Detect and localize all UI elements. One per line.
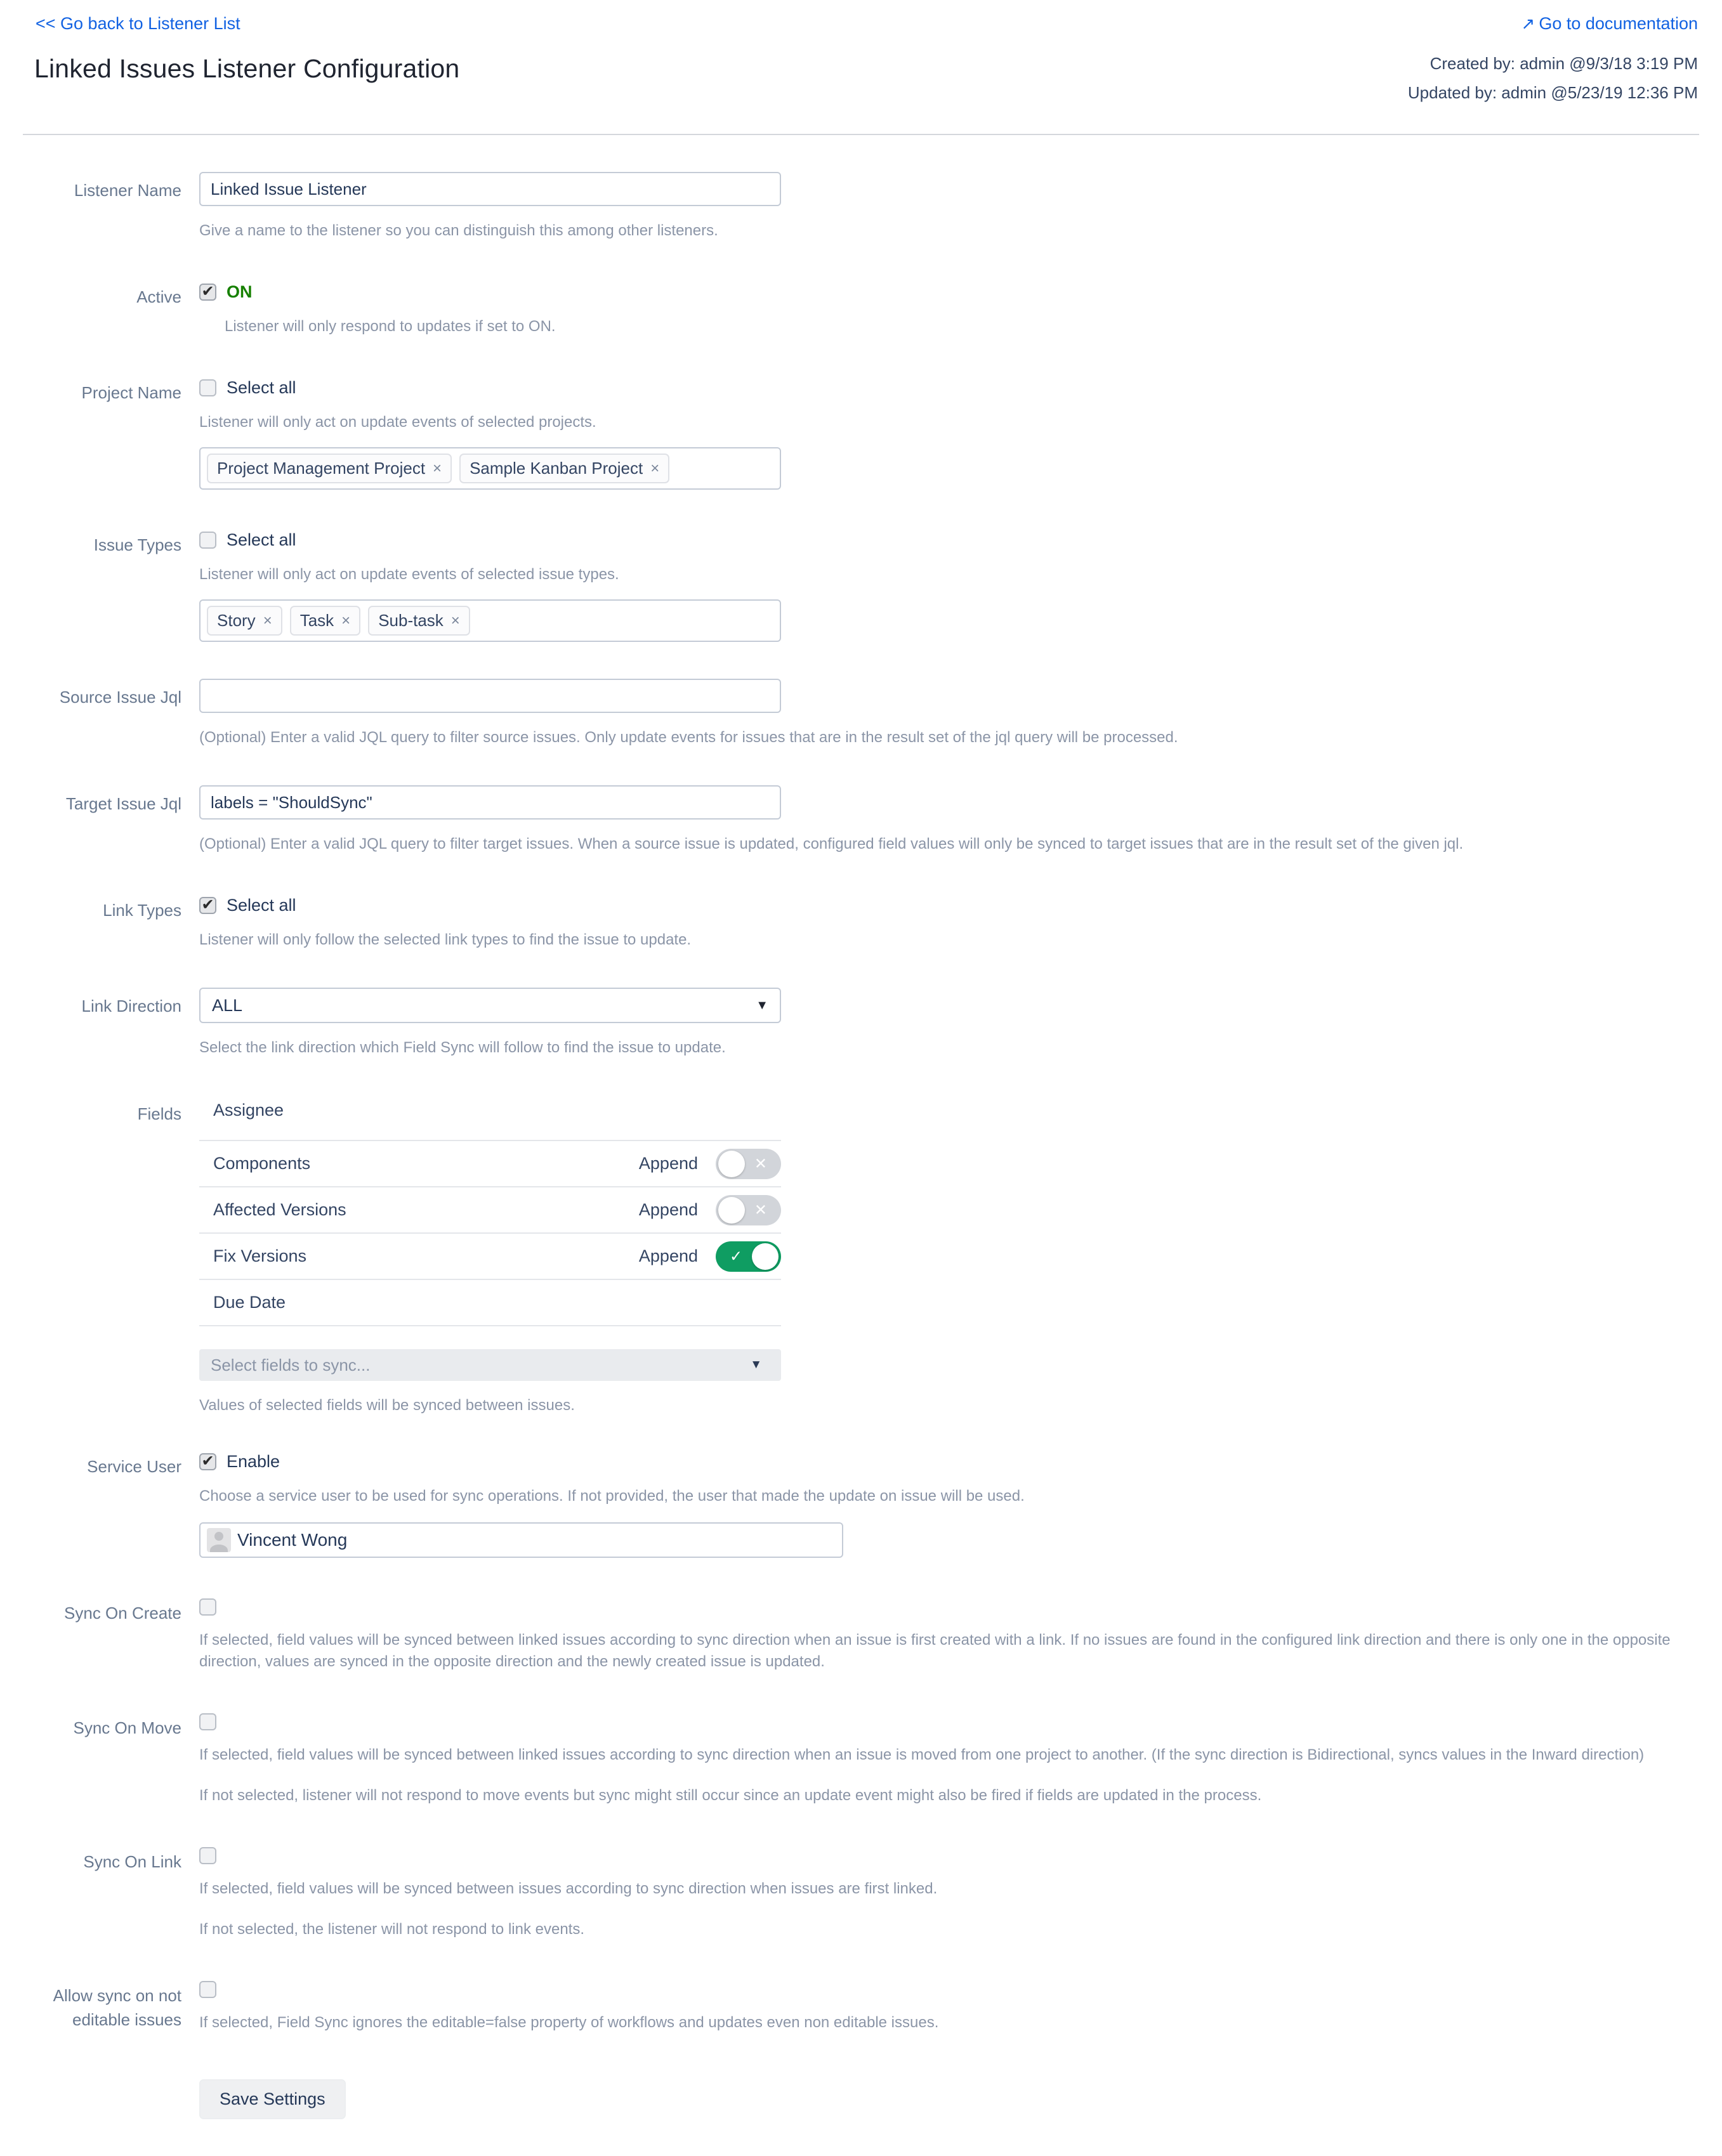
fields-list [199, 1095, 781, 1326]
select-fields-to-sync-dropdown[interactable] [199, 1349, 781, 1381]
check-icon: ✔ [201, 282, 214, 300]
issue-type-tag-label: Task [299, 611, 334, 630]
sync-on-link-label: Sync On Link [83, 1852, 181, 1871]
remove-tag-icon[interactable]: × [341, 611, 351, 629]
toggle-knob [718, 1197, 745, 1224]
sync-on-create-label: Sync On Create [64, 1604, 181, 1623]
source-jql-input[interactable] [199, 679, 781, 713]
service-user-enable-label: Enable [227, 1452, 280, 1471]
project-tag [459, 454, 669, 483]
issue-type-tag-label: Story [217, 611, 256, 630]
issue-types-help: Listener will only act on update events of selected issue types. [199, 566, 619, 583]
affected-versions-append-toggle[interactable] [716, 1195, 781, 1225]
sync-on-link-help-1: If selected, field values will be synced between issues according to sync direction when issues are first linked. [199, 1880, 938, 1897]
target-jql-label: Target Issue Jql [65, 794, 181, 813]
sync-on-create-checkbox[interactable] [199, 1598, 216, 1616]
listener-config-form [0, 135, 1722, 2119]
sync-on-link-help-2: If not selected, the listener will not respond to link events. [199, 1921, 584, 1938]
field-row-affected-versions [199, 1187, 781, 1234]
go-to-documentation-label: Go to documentation [1539, 14, 1698, 33]
updated-by-text: Updated by: admin @5/23/19 12:36 PM [1407, 83, 1698, 102]
back-to-listener-list-link[interactable]: << Go back to Listener List [36, 14, 240, 33]
project-select-all-checkbox[interactable] [199, 379, 216, 396]
toggle-knob [752, 1243, 779, 1270]
project-multiselect[interactable] [199, 447, 781, 490]
user-avatar [207, 1528, 231, 1552]
allow-sync-not-editable-checkbox[interactable] [199, 1981, 216, 1998]
target-jql-input[interactable] [199, 785, 781, 820]
link-direction-label: Link Direction [81, 996, 181, 1016]
sync-on-move-help-1: If selected, field values will be synced between linked issues according to sync direction when an issue is moved from one project to another. (If the sync direction is Bidirectional, syncs values in the Inward direction) [199, 1746, 1645, 1763]
external-link-icon: ↗ [1521, 14, 1535, 33]
top-bar [0, 0, 1722, 34]
source-jql-help: (Optional) Enter a valid JQL query to filter source issues. Only update events for issues that are in the result set of the jql query will be processed. [199, 729, 1178, 746]
remove-tag-icon[interactable]: × [433, 459, 442, 477]
allow-sync-not-editable-help: If selected, Field Sync ignores the editable=false property of workflows and updates even non editable issues. [199, 2014, 939, 2031]
save-settings-button[interactable]: Save Settings [199, 2079, 346, 2119]
issue-types-select-all-label: Select all [227, 530, 296, 549]
link-direction-value: ALL [212, 995, 243, 1015]
service-user-label: Service User [87, 1457, 181, 1476]
issue-types-select-all-checkbox[interactable] [199, 532, 216, 549]
issue-type-tag [290, 606, 360, 636]
field-name: Assignee [213, 1101, 284, 1120]
field-name: Components [213, 1154, 311, 1173]
go-to-documentation-link[interactable] [1522, 14, 1698, 34]
field-row-components [199, 1141, 781, 1187]
components-append-toggle[interactable] [716, 1149, 781, 1179]
allow-sync-not-editable-label: Allow sync on not editable issues [53, 1986, 181, 2029]
toggle-knob [718, 1151, 745, 1177]
created-by-text: Created by: admin @9/3/18 3:19 PM [1430, 54, 1698, 73]
field-name: Fix Versions [213, 1246, 307, 1265]
listener-name-help: Give a name to the listener so you can distinguish this among other listeners. [199, 222, 718, 239]
service-user-name: Vincent Wong [237, 1530, 348, 1550]
project-name-label: Project Name [81, 383, 181, 402]
project-tag-label: Sample Kanban Project [470, 459, 643, 478]
toggle-x-icon: ✕ [754, 1155, 767, 1172]
project-select-all-label: Select all [227, 378, 296, 397]
issue-type-tag [368, 606, 470, 636]
link-types-label: Link Types [103, 901, 181, 920]
remove-tag-icon[interactable]: × [263, 611, 272, 629]
issue-type-tag-label: Sub-task [378, 611, 444, 630]
page-title: Linked Issues Listener Configuration [34, 54, 460, 83]
append-label: Append [638, 1246, 698, 1265]
sync-on-move-help-2: If not selected, listener will not respond to move events but sync might still occur since an update event might also be fired if fields are updated in the process. [199, 1787, 1262, 1804]
active-checkbox[interactable] [199, 284, 216, 301]
link-direction-help: Select the link direction which Field Sync will follow to find the issue to update. [199, 1039, 726, 1056]
title-bar [0, 34, 1722, 107]
sync-on-move-checkbox[interactable] [199, 1713, 216, 1730]
link-types-select-all-label: Select all [227, 896, 296, 915]
service-user-enable-checkbox[interactable] [199, 1453, 216, 1470]
service-user-help: Choose a service user to be used for sync operations. If not provided, the user that made the update on issue will be used. [199, 1487, 1025, 1505]
listener-name-label: Listener Name [74, 181, 181, 200]
service-user-picker[interactable] [199, 1522, 843, 1558]
fields-label: Fields [137, 1104, 181, 1123]
issue-types-multiselect[interactable] [199, 599, 781, 642]
link-direction-select[interactable] [199, 988, 781, 1023]
field-row-fix-versions [199, 1234, 781, 1280]
sync-on-link-checkbox[interactable] [199, 1847, 216, 1864]
check-icon: ✔ [201, 896, 214, 913]
link-types-help: Listener will only follow the selected link types to find the issue to update. [199, 931, 692, 948]
fix-versions-append-toggle[interactable] [716, 1241, 781, 1272]
chevron-down-icon: ▼ [756, 998, 768, 1012]
field-row-assignee [199, 1101, 781, 1141]
field-name: Due Date [213, 1293, 286, 1312]
remove-tag-icon[interactable]: × [650, 459, 660, 477]
project-name-help: Listener will only act on update events of selected projects. [199, 414, 596, 431]
toggle-x-icon: ✕ [754, 1201, 767, 1218]
source-jql-label: Source Issue Jql [59, 688, 181, 707]
active-help: Listener will only respond to updates if set to ON. [225, 318, 556, 335]
sync-on-move-label: Sync On Move [73, 1718, 181, 1737]
project-tag-label: Project Management Project [217, 459, 426, 478]
project-tag [207, 454, 452, 483]
toggle-check-icon: ✓ [730, 1248, 743, 1265]
remove-tag-icon[interactable]: × [450, 611, 460, 629]
field-row-due-date [199, 1280, 781, 1326]
fields-help: Values of selected fields will be synced between issues. [199, 1397, 575, 1414]
chevron-down-icon: ▼ [750, 1358, 762, 1371]
append-label: Append [638, 1154, 698, 1173]
append-label: Append [638, 1200, 698, 1219]
field-name: Affected Versions [213, 1200, 346, 1219]
active-on-text: ON [227, 282, 253, 301]
issue-type-tag [207, 606, 282, 636]
issue-types-label: Issue Types [93, 535, 181, 554]
target-jql-help: (Optional) Enter a valid JQL query to filter target issues. When a source issue is updated, configured field values will only be synced to target issues that are in the result set of the given jql. [199, 835, 1464, 853]
active-label: Active [136, 287, 181, 306]
link-types-select-all-checkbox[interactable] [199, 897, 216, 914]
listener-name-input[interactable] [199, 172, 781, 206]
select-fields-placeholder: Select fields to sync... [211, 1355, 371, 1375]
sync-on-create-help: If selected, field values will be synced between linked issues according to sync direction when an issue is first created with a link. If no issues are found in the configured link direction and there is only one in the opposite direction, values are synced in the opposite direction and the newly created issue is updated. [199, 1631, 1671, 1670]
check-icon: ✔ [201, 1452, 214, 1470]
save-row-spacer [23, 2065, 181, 2119]
